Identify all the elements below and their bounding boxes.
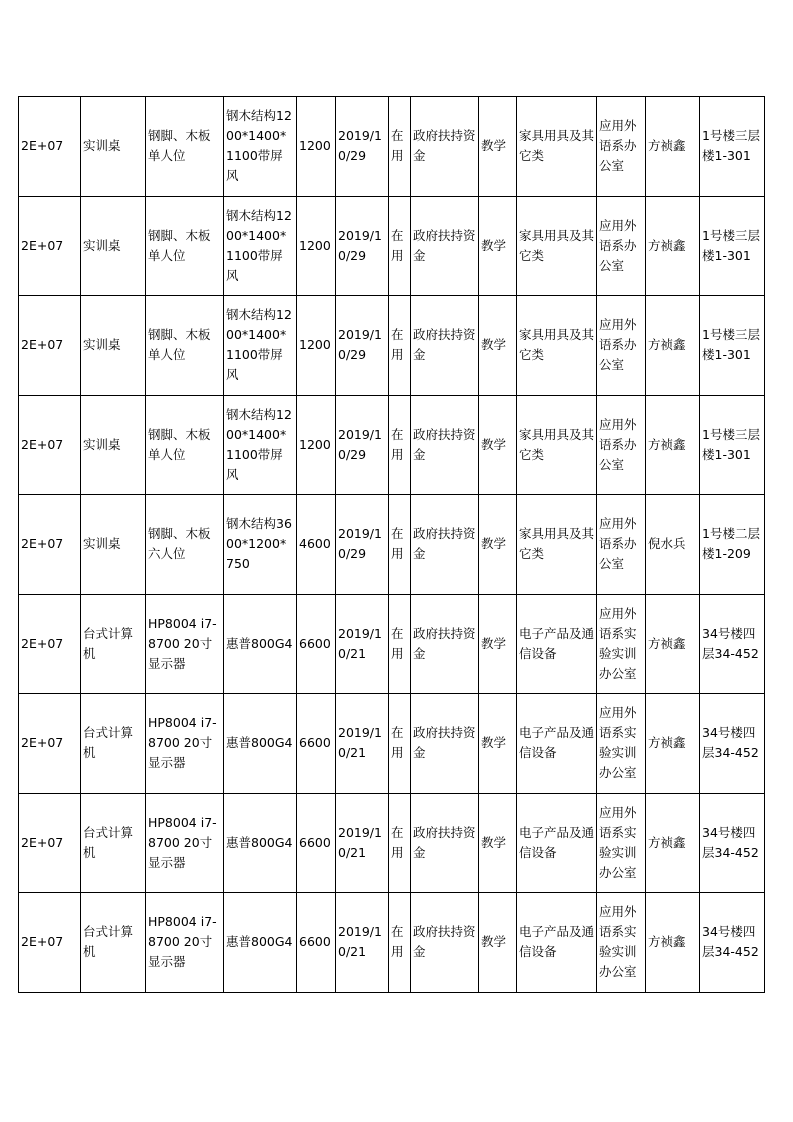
- cell-asset-code: 2E+07: [19, 495, 81, 595]
- cell-asset-model: 钢木结构1200*1400*1100带屏风: [224, 296, 297, 396]
- cell-asset-price: 6600: [297, 694, 336, 794]
- asset-rows: [19, 97, 765, 993]
- asset-table: [18, 96, 765, 993]
- cell-asset-spec: HP8004 i7-8700 20寸显示器: [146, 594, 224, 694]
- cell-asset-spec: HP8004 i7-8700 20寸显示器: [146, 793, 224, 893]
- cell-fund-source: 政府扶持资金: [411, 196, 479, 296]
- cell-keeper: 方祯鑫: [646, 395, 700, 495]
- cell-asset-price: 6600: [297, 793, 336, 893]
- cell-fund-source: 政府扶持资金: [411, 97, 479, 197]
- cell-department: 应用外语系办公室: [597, 196, 646, 296]
- table-row: [19, 495, 765, 595]
- cell-location: 1号楼二层楼1-209: [700, 495, 765, 595]
- cell-asset-name: 实训桌: [81, 196, 146, 296]
- cell-asset-category: 电子产品及通信设备: [517, 594, 597, 694]
- cell-asset-category: 家具用具及其它类: [517, 296, 597, 396]
- cell-asset-model: 钢木结构1200*1400*1100带屏风: [224, 97, 297, 197]
- cell-asset-code: 2E+07: [19, 296, 81, 396]
- cell-keeper: 方祯鑫: [646, 296, 700, 396]
- cell-fund-source: 政府扶持资金: [411, 893, 479, 993]
- cell-location: 34号楼四层34-452: [700, 893, 765, 993]
- cell-acquire-date: 2019/10/29: [336, 296, 389, 396]
- cell-asset-name: 实训桌: [81, 395, 146, 495]
- cell-asset-spec: HP8004 i7-8700 20寸显示器: [146, 694, 224, 794]
- table-row: [19, 793, 765, 893]
- cell-usage: 教学: [479, 893, 517, 993]
- cell-asset-code: 2E+07: [19, 196, 81, 296]
- cell-asset-spec: 钢脚、木板单人位: [146, 395, 224, 495]
- cell-asset-name: 台式计算机: [81, 793, 146, 893]
- cell-acquire-date: 2019/10/21: [336, 694, 389, 794]
- table-row: [19, 97, 765, 197]
- cell-asset-price: 6600: [297, 594, 336, 694]
- cell-location: 1号楼三层楼1-301: [700, 296, 765, 396]
- cell-keeper: 方祯鑫: [646, 594, 700, 694]
- cell-use-status: 在用: [389, 694, 411, 794]
- cell-asset-price: 4600: [297, 495, 336, 595]
- cell-asset-code: 2E+07: [19, 594, 81, 694]
- cell-acquire-date: 2019/10/29: [336, 196, 389, 296]
- cell-keeper: 方祯鑫: [646, 97, 700, 197]
- cell-asset-code: 2E+07: [19, 395, 81, 495]
- cell-use-status: 在用: [389, 196, 411, 296]
- cell-asset-price: 1200: [297, 196, 336, 296]
- cell-keeper: 方祯鑫: [646, 793, 700, 893]
- cell-department: 应用外语系实验实训办公室: [597, 694, 646, 794]
- cell-asset-model: 惠普800G4: [224, 893, 297, 993]
- cell-asset-price: 1200: [297, 296, 336, 396]
- cell-fund-source: 政府扶持资金: [411, 793, 479, 893]
- cell-department: 应用外语系办公室: [597, 97, 646, 197]
- cell-keeper: 方祯鑫: [646, 893, 700, 993]
- cell-asset-category: 电子产品及通信设备: [517, 694, 597, 794]
- cell-usage: 教学: [479, 395, 517, 495]
- cell-department: 应用外语系办公室: [597, 296, 646, 396]
- cell-keeper: 方祯鑫: [646, 694, 700, 794]
- cell-asset-model: 惠普800G4: [224, 594, 297, 694]
- cell-asset-category: 电子产品及通信设备: [517, 893, 597, 993]
- cell-asset-spec: 钢脚、木板单人位: [146, 196, 224, 296]
- cell-location: 34号楼四层34-452: [700, 694, 765, 794]
- cell-asset-model: 惠普800G4: [224, 793, 297, 893]
- cell-asset-code: 2E+07: [19, 893, 81, 993]
- cell-use-status: 在用: [389, 893, 411, 993]
- cell-department: 应用外语系办公室: [597, 495, 646, 595]
- cell-use-status: 在用: [389, 97, 411, 197]
- cell-asset-spec: 钢脚、木板单人位: [146, 97, 224, 197]
- table-row: [19, 296, 765, 396]
- cell-asset-name: 实训桌: [81, 495, 146, 595]
- cell-asset-price: 1200: [297, 395, 336, 495]
- cell-asset-category: 家具用具及其它类: [517, 495, 597, 595]
- cell-asset-category: 家具用具及其它类: [517, 196, 597, 296]
- cell-acquire-date: 2019/10/29: [336, 97, 389, 197]
- cell-location: 1号楼三层楼1-301: [700, 97, 765, 197]
- cell-location: 34号楼四层34-452: [700, 793, 765, 893]
- cell-usage: 教学: [479, 196, 517, 296]
- cell-fund-source: 政府扶持资金: [411, 694, 479, 794]
- cell-asset-model: 惠普800G4: [224, 694, 297, 794]
- cell-usage: 教学: [479, 296, 517, 396]
- cell-use-status: 在用: [389, 495, 411, 595]
- cell-fund-source: 政府扶持资金: [411, 594, 479, 694]
- cell-department: 应用外语系实验实训办公室: [597, 594, 646, 694]
- cell-department: 应用外语系办公室: [597, 395, 646, 495]
- cell-usage: 教学: [479, 594, 517, 694]
- cell-asset-name: 实训桌: [81, 296, 146, 396]
- cell-asset-model: 钢木结构1200*1400*1100带屏风: [224, 395, 297, 495]
- cell-use-status: 在用: [389, 395, 411, 495]
- cell-asset-model: 钢木结构3600*1200*750: [224, 495, 297, 595]
- cell-asset-price: 6600: [297, 893, 336, 993]
- cell-usage: 教学: [479, 97, 517, 197]
- cell-fund-source: 政府扶持资金: [411, 395, 479, 495]
- cell-usage: 教学: [479, 495, 517, 595]
- cell-asset-category: 家具用具及其它类: [517, 395, 597, 495]
- table-row: [19, 694, 765, 794]
- cell-fund-source: 政府扶持资金: [411, 296, 479, 396]
- cell-asset-name: 台式计算机: [81, 893, 146, 993]
- cell-asset-category: 家具用具及其它类: [517, 97, 597, 197]
- cell-asset-name: 实训桌: [81, 97, 146, 197]
- cell-acquire-date: 2019/10/29: [336, 495, 389, 595]
- cell-location: 1号楼三层楼1-301: [700, 196, 765, 296]
- cell-asset-model: 钢木结构1200*1400*1100带屏风: [224, 196, 297, 296]
- cell-acquire-date: 2019/10/29: [336, 395, 389, 495]
- cell-asset-spec: 钢脚、木板六人位: [146, 495, 224, 595]
- cell-department: 应用外语系实验实训办公室: [597, 893, 646, 993]
- cell-asset-spec: 钢脚、木板单人位: [146, 296, 224, 396]
- cell-asset-code: 2E+07: [19, 97, 81, 197]
- cell-department: 应用外语系实验实训办公室: [597, 793, 646, 893]
- cell-asset-code: 2E+07: [19, 694, 81, 794]
- table-row: [19, 594, 765, 694]
- cell-acquire-date: 2019/10/21: [336, 793, 389, 893]
- cell-acquire-date: 2019/10/21: [336, 594, 389, 694]
- table-row: [19, 196, 765, 296]
- cell-use-status: 在用: [389, 793, 411, 893]
- cell-location: 34号楼四层34-452: [700, 594, 765, 694]
- table-row: [19, 893, 765, 993]
- cell-keeper: 倪水兵: [646, 495, 700, 595]
- cell-keeper: 方祯鑫: [646, 196, 700, 296]
- cell-fund-source: 政府扶持资金: [411, 495, 479, 595]
- cell-asset-spec: HP8004 i7-8700 20寸显示器: [146, 893, 224, 993]
- cell-use-status: 在用: [389, 296, 411, 396]
- cell-asset-name: 台式计算机: [81, 694, 146, 794]
- table-row: [19, 395, 765, 495]
- cell-location: 1号楼三层楼1-301: [700, 395, 765, 495]
- cell-use-status: 在用: [389, 594, 411, 694]
- cell-acquire-date: 2019/10/21: [336, 893, 389, 993]
- cell-asset-category: 电子产品及通信设备: [517, 793, 597, 893]
- cell-usage: 教学: [479, 694, 517, 794]
- cell-asset-price: 1200: [297, 97, 336, 197]
- cell-usage: 教学: [479, 793, 517, 893]
- cell-asset-code: 2E+07: [19, 793, 81, 893]
- cell-asset-name: 台式计算机: [81, 594, 146, 694]
